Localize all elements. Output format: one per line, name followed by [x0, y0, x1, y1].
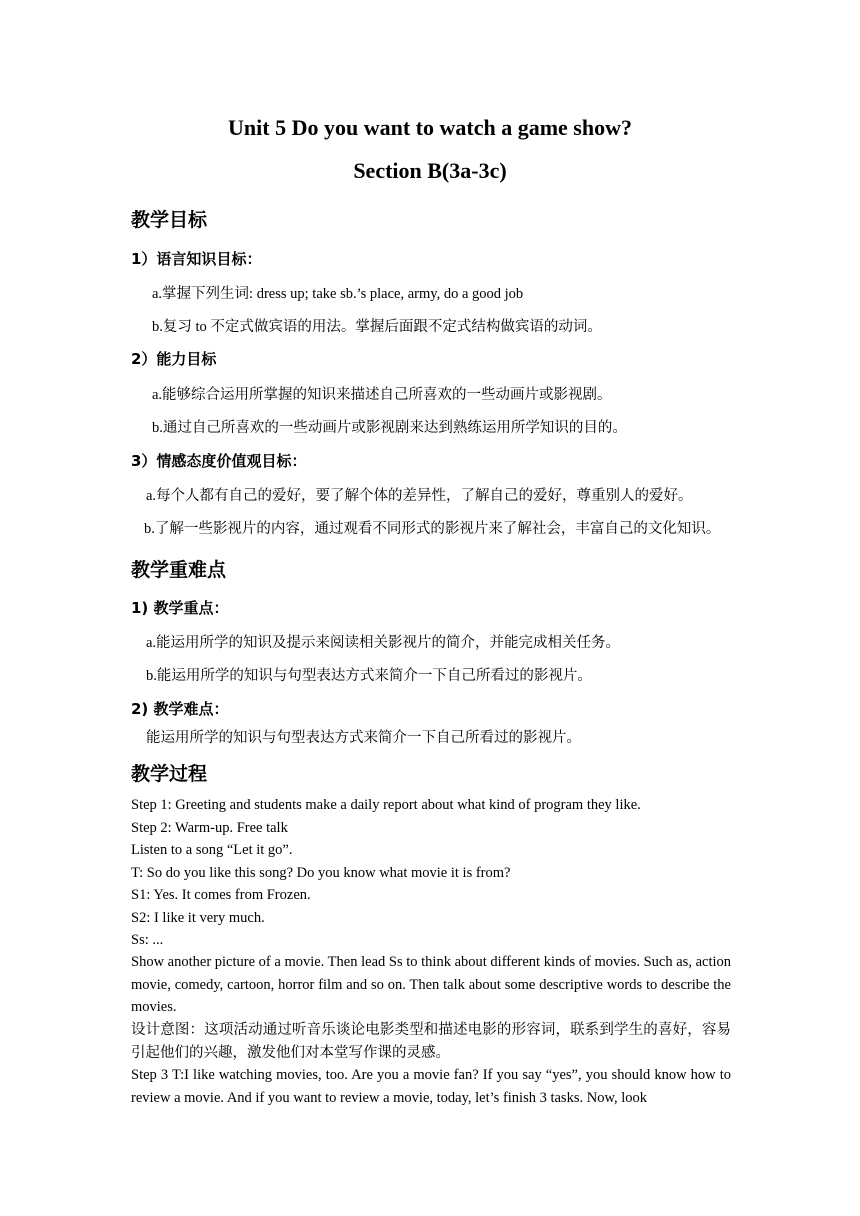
emotion-objective-b: b.了解一些影视片的内容，通过观看不同形式的影视片来了解社会，丰富自己的文化知识。	[144, 521, 721, 537]
process-paragraph-movies: Show another picture of a movie. Then lead Ss to think about different kinds of movies. Such as, action movie, comedy, cartoon, horror film and so on. Then talk about some descriptive words to describe the movies.	[131, 954, 731, 1016]
teaching-focus-b: b.能运用所学的知识与句型表达方式来简介一下自己所看过的影视片。	[146, 668, 592, 684]
emotion-objective-a: a.每个人都有自己的爱好，要了解个体的差异性，了解自己的爱好，尊重别人的爱好。	[146, 488, 693, 504]
process-line: S1: Yes. It comes from Frozen.	[131, 887, 311, 903]
language-objective-b: b.复习 to 不定式做宾语的用法。掌握后面跟不定式结构做宾语的动词。	[152, 319, 602, 335]
document-title: Unit 5 Do you want to watch a game show?	[228, 115, 632, 140]
heading-teaching-process: 教学过程	[131, 763, 208, 785]
language-objective-a: a.掌握下列生词: dress up; take sb.’s place, army, do a good job	[152, 286, 524, 302]
teaching-difficulty-text: 能运用所学的知识与句型表达方式来简介一下自己所看过的影视片。	[146, 730, 581, 746]
heading-objectives: 教学目标	[131, 209, 208, 231]
process-paragraph-design: 设计意图：这项活动通过听音乐谈论电影类型和描述电影的形容词，联系到学生的喜好，容易引起他们的兴趣，激发他们对本堂写作课的灵感。	[131, 1022, 731, 1061]
heading-emotion-objectives: 3）情感态度价值观目标：	[131, 452, 307, 470]
heading-teaching-focus: 1) 教学重点：	[131, 599, 229, 617]
teaching-focus-a: a.能运用所学的知识及提示来阅读相关影视片的简介，并能完成相关任务。	[146, 635, 621, 651]
process-line: Step 2: Warm-up. Free talk	[131, 819, 288, 836]
process-paragraph-step3: Step 3 T:I like watching movies, too. Are you a movie fan? If you say “yes”, you should know how to review a movie. And if you want to review a movie, today, let’s finish 3 tasks. Now, look	[131, 1067, 731, 1106]
process-line: S2: I like it very much.	[131, 909, 265, 926]
heading-key-points: 教学重难点	[131, 559, 227, 581]
heading-teaching-difficulty: 2) 教学难点：	[131, 700, 229, 718]
process-line: Listen to a song “Let it go”.	[131, 842, 293, 858]
process-line: Step 1: Greeting and students make a daily report about what kind of program they like.	[131, 797, 641, 813]
heading-language-objectives: 1）语言知识目标：	[131, 250, 262, 268]
ability-objective-a: a.能够综合运用所掌握的知识来描述自己所喜欢的一些动画片或影视剧。	[152, 387, 612, 403]
document-subtitle: Section B(3a-3c)	[353, 158, 507, 183]
process-line: Ss: ...	[131, 932, 164, 948]
ability-objective-b: b.通过自己所喜欢的一些动画片或影视剧来达到熟练运用所学知识的目的。	[152, 420, 627, 436]
process-line: T: So do you like this song? Do you know what movie it is from?	[131, 864, 511, 881]
heading-ability-objectives: 2）能力目标	[131, 350, 217, 368]
